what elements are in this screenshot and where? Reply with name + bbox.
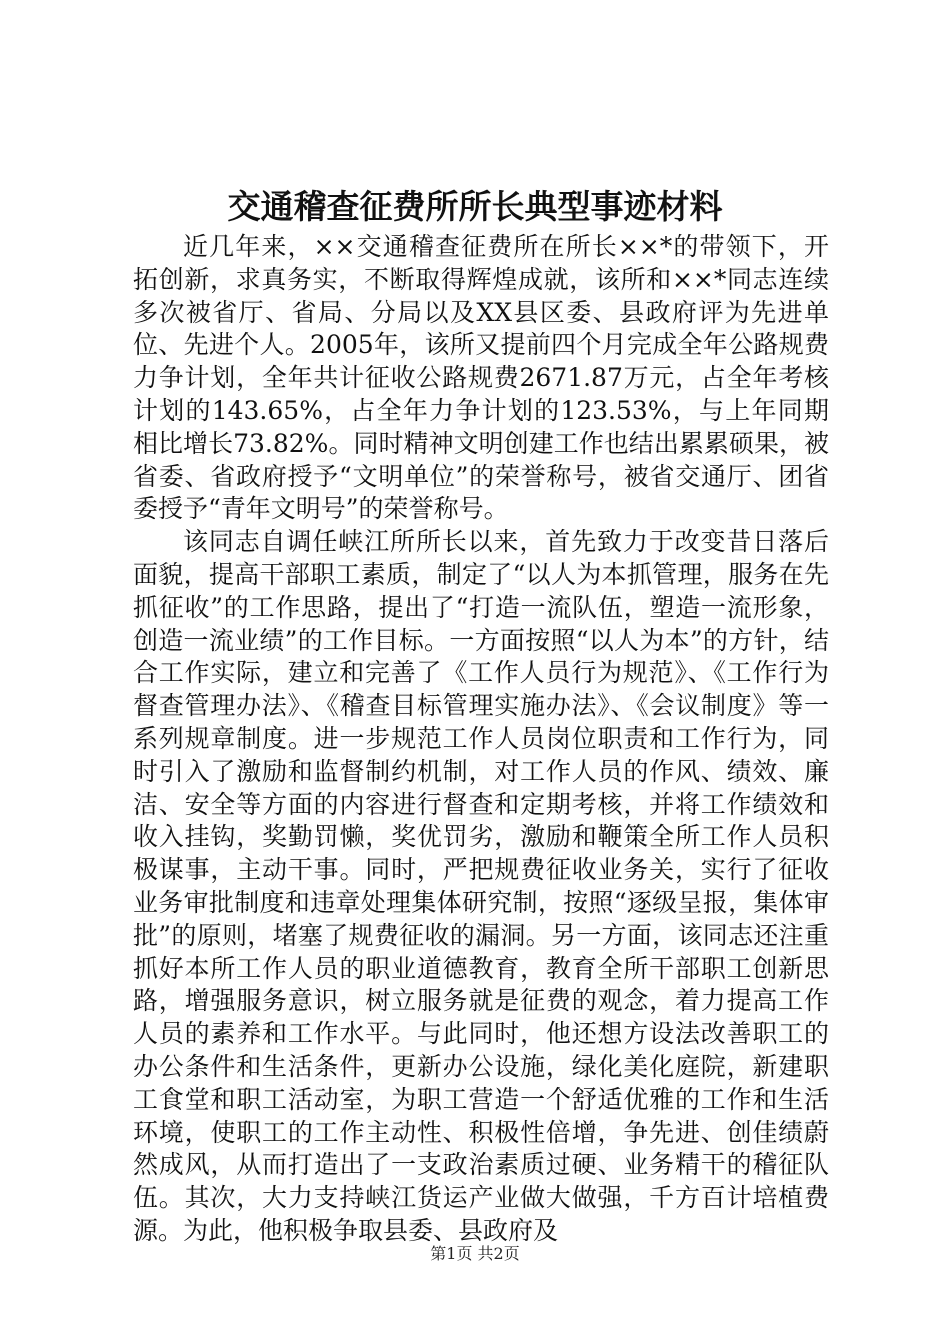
paragraph-1: 近几年来，××交通稽查征费所在所长××*的带领下，开拓创新，求真务实，不断取得辉煌成就，该所和××*同志连续多次被省厅、省局、分局以及XX县区委、县政府评为先进单位、先进个人。2005年，该所又提前四个月完成全年公路规费力争计划，全年共计征收公路规费2671.87万元，占全年考核计划的143.65%，占全年力争计划的123.53%，与上年同期相比增长73.82%。同时精神文明创建工作也结出累累硕果，被省委、省政府授予“文明单位”的荣誉称号，被省交通厅、团省委授予“青年文明号”的荣誉称号。: [133, 232, 829, 524]
paragraph-2: 该同志自调任峡江所所长以来，首先致力于改变昔日落后面貌，提高干部职工素质，制定了“以人为本抓管理，服务在先抓征收”的工作思路，提出了“打造一流队伍，塑造一流形象，创造一流业绩”的工作目标。一方面按照“以人为本”的方针，结合工作实际，建立和完善了《工作人员行为规范》、《工作行为督查管理办法》、《稽查目标管理实施办法》、《会议制度》等一系列规章制度。进一步规范工作人员岗位职责和工作行为，同时引入了激励和监督制约机制，对工作人员的作风、绩效、廉洁、安全等方面的内容进行督查和定期考核，并将工作绩效和收入挂钩，奖勤罚懒，奖优罚劣，激励和鞭策全所工作人员积极谋事，主动干事。同时，严把规费征收业务关，实行了征收业务审批制度和违章处理集体研究制，按照“逐级呈报，集体审批”的原则，堵塞了规费征收的漏洞。另一方面，该同志还注重抓好本所工作人员的职业道德教育，教育全所干部职工创新思路，增强服务意识，树立服务就是征费的观念，着力提高工作人员的素养和工作水平。与此同时，他还想方设法改善职工的办公条件和生活条件，更新办公设施，绿化美化庭院，新建职工食堂和职工活动室，为职工营造一个舒适优雅的工作和生活环境，使职工的工作主动性、积极性倍增，争先进、创佳绩蔚然成风，从而打造出了一支政治素质过硬、业务精干的稽征队伍。其次，大力支持峡江货运产业做大做强，千方百计培植费源。为此，他积极争取县委、县政府及: [133, 527, 829, 1245]
page-footer: [0, 1243, 950, 1265]
document-body: [133, 231, 829, 1248]
document-title: 交通稽查征费所所长典型事迹材料: [227, 187, 723, 226]
page-number-indicator: 第1页 共2页: [430, 1244, 520, 1263]
